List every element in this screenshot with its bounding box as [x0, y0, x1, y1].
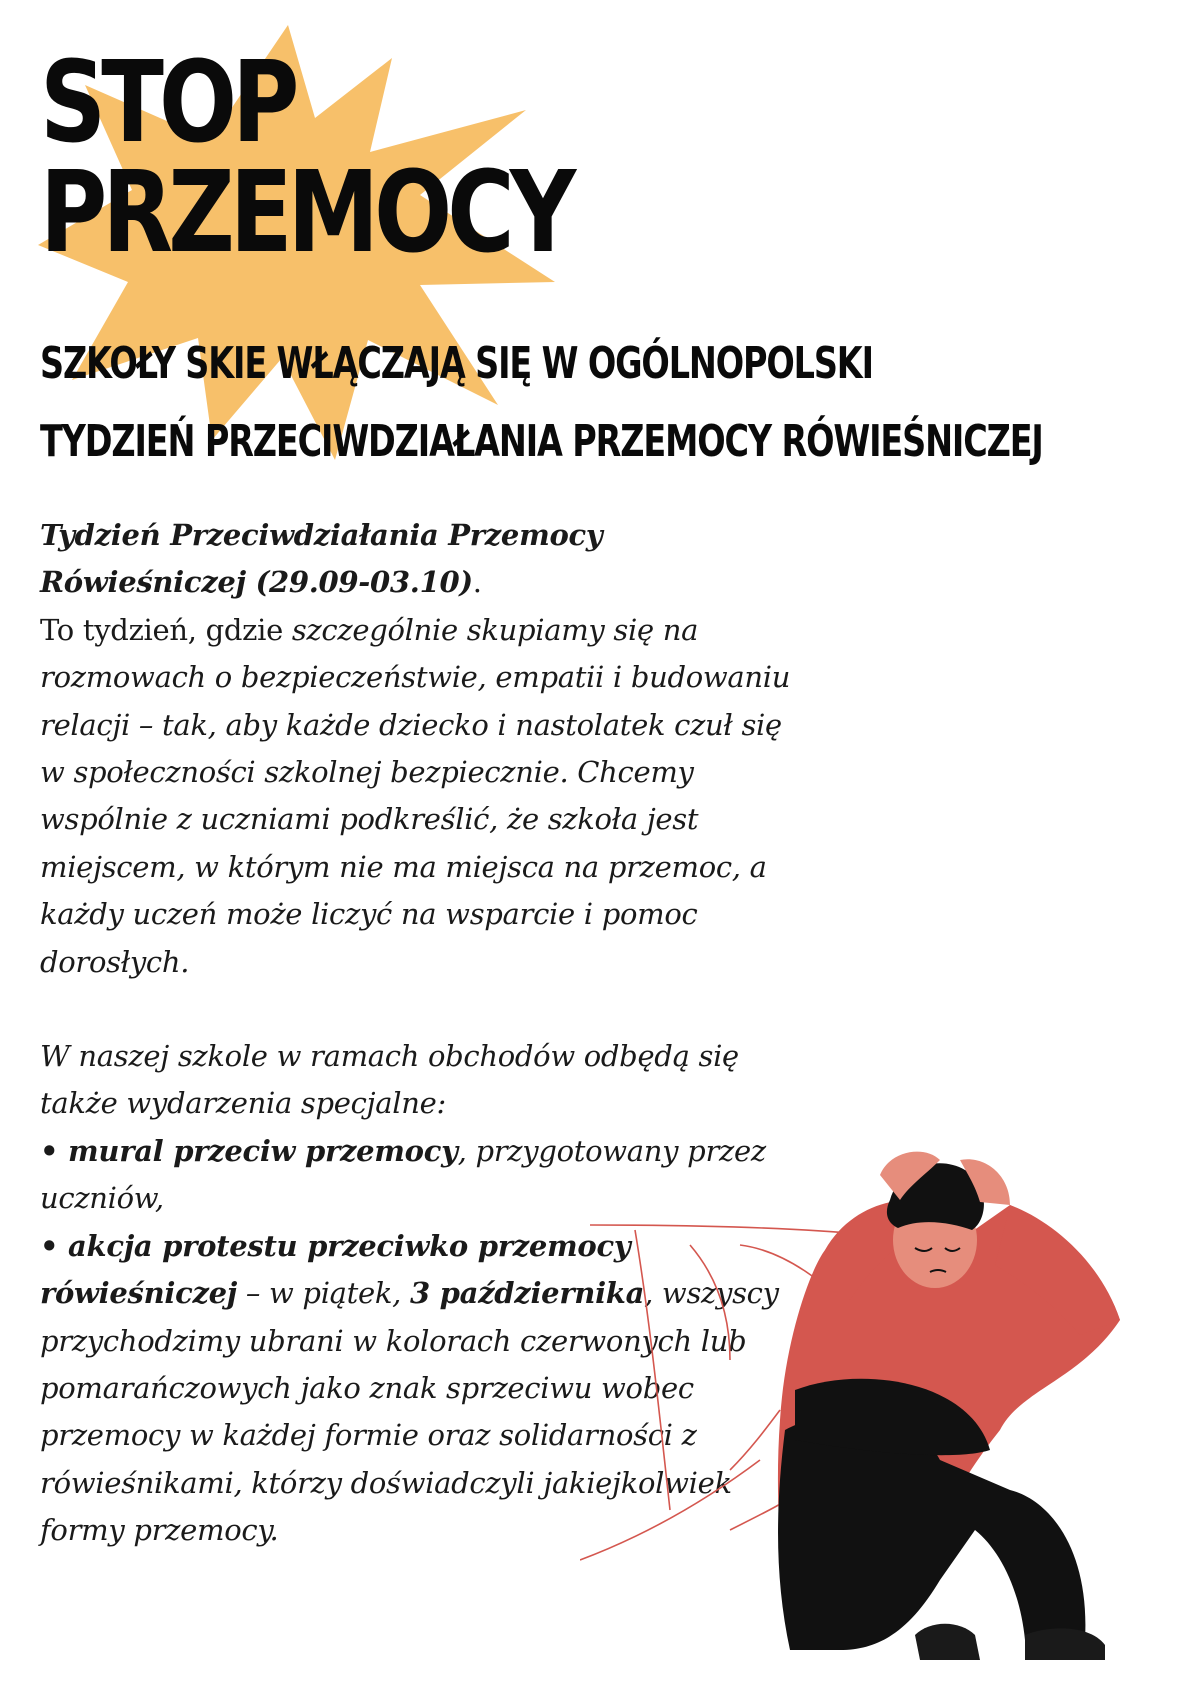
distressed-person-illustration	[580, 1130, 1180, 1670]
events-intro-line-2: także wydarzenia specjalne:	[40, 1086, 446, 1121]
event-item-2-date: 3 października	[410, 1276, 645, 1311]
subtitle-line-1: SZKOŁY SKIE WŁĄCZAJĄ SIĘ W OGÓLNOPOLSKI	[40, 338, 873, 389]
event-item-2-mid: – w piątek,	[236, 1276, 410, 1311]
intro-lead-italic: szczególnie skupiamy się na rozmowach o bezpieczeństwie, empatii i budowaniu relacji – tak, aby każde dziecko i nastolatek czuł się w społeczności szkolnej bezpiecznie. Chcemy wspólnie z uczniami podkreślić, że szkoła jest miejscem, w którym nie ma miejsca na przemoc, a każdy uczeń może liczyć na wsparcie i pomoc dorosłych.	[40, 612, 791, 979]
events-intro-line-1: W naszej szkole w ramach obchodów odbędą się	[40, 1039, 739, 1074]
event-name-end: .	[472, 565, 482, 600]
event-item-1-rest: , przygotowany przez uczniów,	[40, 1133, 766, 1216]
intro-paragraph	[40, 512, 800, 986]
bullet-1: •	[40, 1133, 69, 1168]
main-title	[40, 38, 572, 278]
event-item-1-title: mural przeciw przemocy	[68, 1133, 458, 1168]
right-shoe	[1025, 1628, 1105, 1660]
event-item-2-rest: , wszyscy przychodzimy ubrani w kolorach czerwonych lub pomarańczowych jako znak sprzeciwu wobec przemocy w każdej formie oraz solidarności z rówieśnikami, którzy doświadczyli jakiejkolwiek formy przemocy.	[40, 1276, 779, 1548]
intro-lead-plain: To tydzień, gdzie	[40, 612, 292, 647]
subtitle	[40, 325, 1043, 481]
event-name-line-1: Tydzień Przeciwdziałania Przemocy	[40, 518, 603, 552]
left-shoe	[915, 1624, 980, 1660]
title-line-1: STOP	[40, 38, 295, 168]
subtitle-line-2: TYDZIEŃ PRZECIWDZIAŁANIA PRZEMOCY RÓWIEŚNICZEJ	[40, 416, 1043, 467]
bullet-2: •	[40, 1228, 69, 1263]
event-item-2-title: akcja protestu przeciwko przemocy rówieśniczej	[40, 1228, 631, 1311]
event-name-line-2: Rówieśniczej (29.09-03.10)	[40, 565, 473, 600]
title-line-2: PRZEMOCY	[40, 148, 572, 278]
